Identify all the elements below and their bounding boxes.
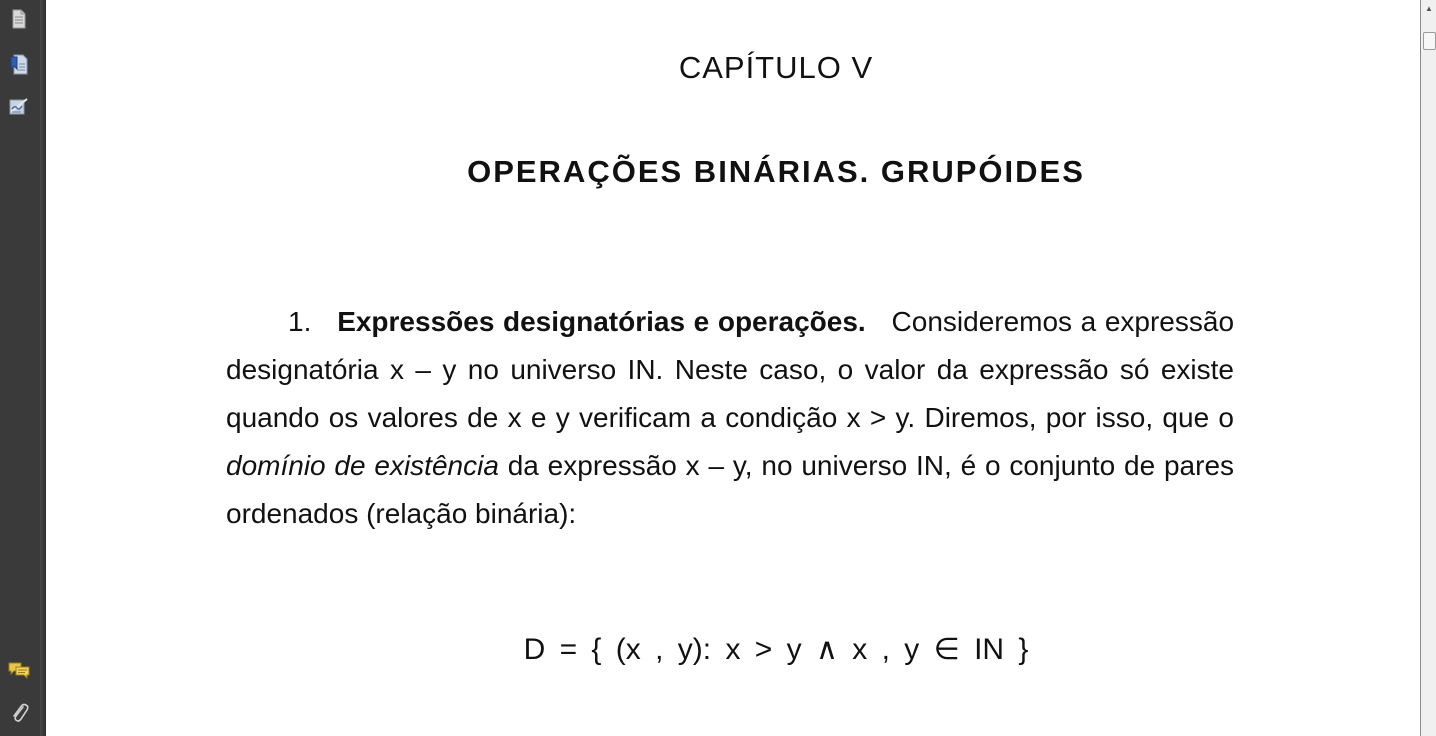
paragraph-text-1: Consideremos a expressão designatória x – y no universo IN. Neste caso, o valor da expressão só existe quando os valores de x e y verificam a condição x > y. Diremos, por isso, que o bbox=[226, 306, 1235, 433]
paragraph-text-2: da expressão x – y, no universo IN, é o conjunto de pares ordenados (relação binária): bbox=[226, 450, 1235, 529]
chapter-title: OPERAÇÕES BINÁRIAS. GRUPÓIDES bbox=[467, 154, 1085, 189]
signatures-icon[interactable] bbox=[6, 94, 32, 120]
bookmarks-icon[interactable] bbox=[6, 51, 32, 77]
navigation-pane bbox=[0, 0, 41, 736]
formula: D = { (x , y): x > y ∧ x , y ∈ IN } bbox=[523, 633, 1029, 666]
italic-term: domínio de existência bbox=[226, 450, 499, 481]
comments-icon[interactable] bbox=[6, 657, 32, 683]
section-paragraph bbox=[226, 298, 1234, 538]
attachments-icon[interactable] bbox=[6, 700, 32, 726]
document-page bbox=[46, 0, 1420, 736]
section-heading: Expressões designatórias e operações. bbox=[337, 306, 866, 337]
vertical-scrollbar[interactable] bbox=[1420, 0, 1436, 736]
chapter-label: CAPÍTULO V bbox=[678, 50, 874, 85]
section-number: 1. bbox=[288, 306, 312, 337]
scroll-thumb[interactable] bbox=[1423, 32, 1436, 50]
scroll-up-button[interactable]: ▲ bbox=[1425, 3, 1433, 13]
pages-icon[interactable] bbox=[6, 6, 32, 32]
